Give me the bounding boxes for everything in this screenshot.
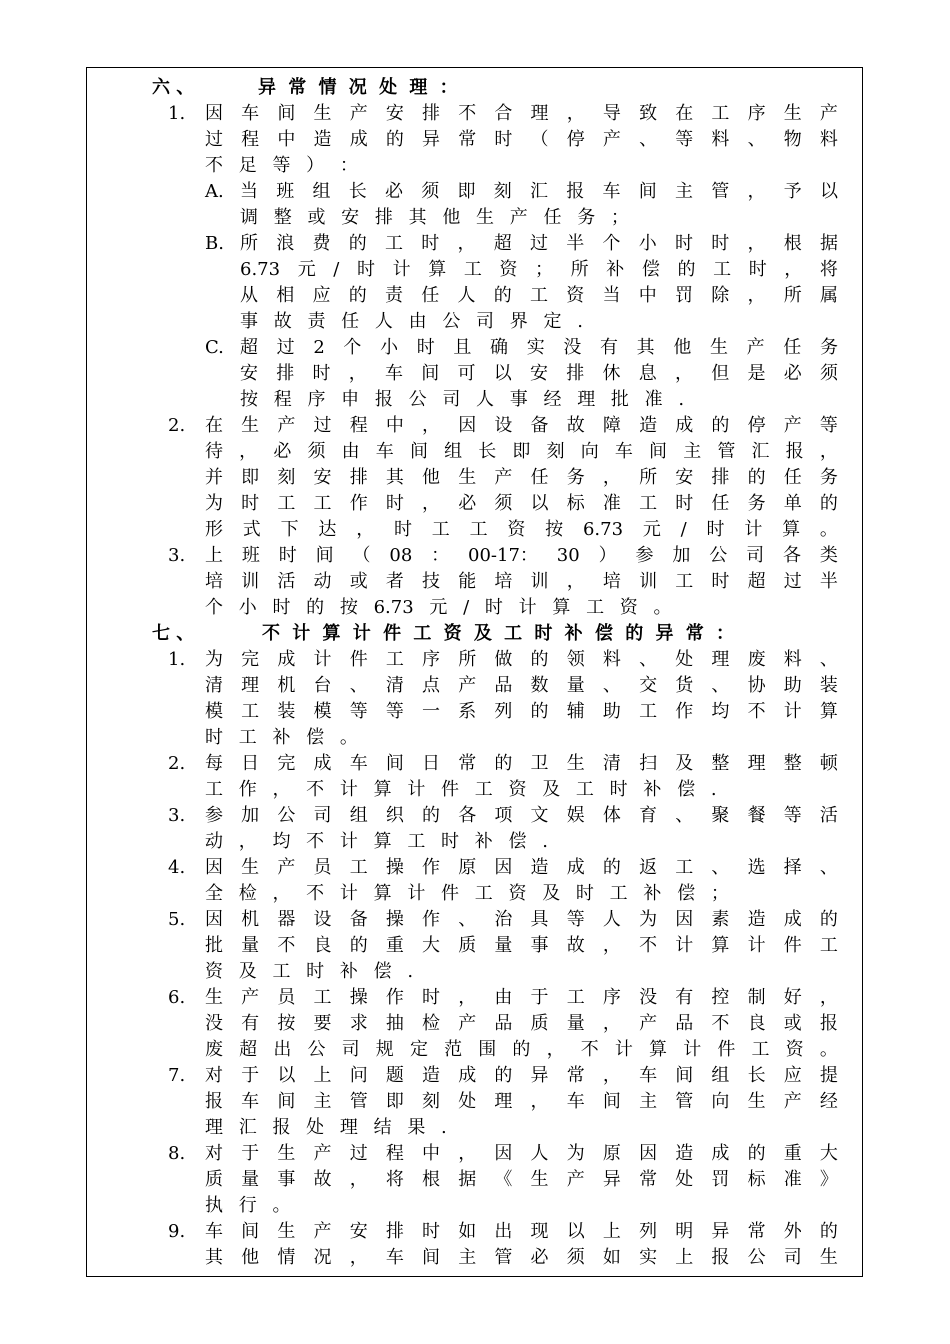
section6-item-1-line: 过 程 中 造 成 的 异 常 时 （ 停 产 、 等 料 、 物 料 (205, 129, 838, 150)
section6-title: 异 常 情 况 处 理 ： (258, 77, 458, 98)
section7-title: 不 计 算 计 件 工 资 及 工 时 补 偿 的 异 常 ： (262, 623, 734, 644)
section7-item-8-line: 质 量 事 故 ， 将 根 据 《 生 产 异 常 处 罚 标 准 》 (205, 1169, 838, 1190)
section7-number: 七 、 (152, 623, 195, 644)
section6-item-5-number: 2. (168, 415, 186, 436)
section6-item-6-number: 3. (168, 545, 186, 566)
section7-item-6-line: 废 超 出 公 司 规 定 范 围 的 ， 不 计 算 计 件 工 资 。 (205, 1039, 838, 1060)
section6-item-6-line: 个 小 时 的 按 6.73 元 / 时 计 算 工 资 。 (205, 597, 672, 618)
section7-item-7-line: 对 于 以 上 问 题 造 成 的 异 常 ， 车 间 组 长 应 提 (205, 1065, 838, 1086)
section6-item-3-line: 从 相 应 的 责 任 人 的 工 资 当 中 罚 除 ， 所 属 (240, 285, 838, 306)
section6-item-5-line: 并 即 刻 安 排 其 他 生 产 任 务 ， 所 安 排 的 任 务 (205, 467, 838, 488)
section6-item-5-line: 待 ， 必 须 由 车 间 组 长 即 刻 向 车 间 主 管 汇 报 ， (205, 441, 838, 462)
section7-item-7-line: 报 车 间 主 管 即 刻 处 理 ， 车 间 主 管 向 生 产 经 (205, 1091, 838, 1112)
section7-item-2-number: 2. (168, 753, 186, 774)
section6-item-5-line: 形 式 下 达 ， 时 工 工 资 按 6.73 元 / 时 计 算 。 (205, 519, 838, 540)
section6-item-2-line: 调 整 或 安 排 其 他 生 产 任 务 ； (240, 207, 629, 228)
section6-item-5-line: 在 生 产 过 程 中 ， 因 设 备 故 障 造 成 的 停 产 等 (205, 415, 838, 436)
section7-item-3-line: 参 加 公 司 组 织 的 各 项 文 娱 体 育 、 聚 餐 等 活 (205, 805, 838, 826)
section6-item-4-number: C. (205, 337, 224, 358)
section7-item-5-number: 5. (168, 909, 186, 930)
section7-item-8-number: 8. (168, 1143, 186, 1164)
section7-item-9-line: 其 他 情 况 ， 车 间 主 管 必 须 如 实 上 报 公 司 生 (205, 1247, 838, 1268)
section7-item-6-number: 6. (168, 987, 186, 1008)
section6-item-4-line: 超 过 2 个 小 时 且 确 实 没 有 其 他 生 产 任 务 (240, 337, 838, 358)
section6-item-6-line: 培 训 活 动 或 者 技 能 培 训 ， 培 训 工 时 超 过 半 (205, 571, 838, 592)
section6-item-6-line: 上 班 时 间 （ 08 ： 00-17： 30 ） 参 加 公 司 各 类 (205, 545, 838, 566)
section6-item-1-line: 不 足 等 ） ： (205, 155, 358, 176)
section6-item-5-line: 为 时 工 工 作 时 ， 必 须 以 标 准 工 时 任 务 单 的 (205, 493, 838, 514)
section7-item-4-line: 因 生 产 员 工 操 作 原 因 造 成 的 返 工 、 选 择 、 (205, 857, 838, 878)
section6-item-3-line: 事 故 责 任 人 由 公 司 界 定 . (240, 311, 583, 332)
section7-item-1-line: 时 工 补 偿 。 (205, 727, 358, 748)
section7-item-4-number: 4. (168, 857, 186, 878)
section6-item-2-number: A. (205, 181, 224, 202)
section7-item-8-line: 对 于 生 产 过 程 中 ， 因 人 为 原 因 造 成 的 重 大 (205, 1143, 838, 1164)
section6-item-4-line: 按 程 序 申 报 公 司 人 事 经 理 批 准 . (240, 389, 685, 410)
section7-item-9-line: 车 间 生 产 安 排 时 如 出 现 以 上 列 明 异 常 外 的 (205, 1221, 838, 1242)
section6-item-3-line: 6.73 元 / 时 计 算 工 资 ； 所 补 偿 的 工 时 ， 将 (240, 259, 838, 280)
section6-item-2-line: 当 班 组 长 必 须 即 刻 汇 报 车 间 主 管 ， 予 以 (240, 181, 838, 202)
section7-item-1-line: 模 工 装 模 等 等 一 系 列 的 辅 助 工 作 均 不 计 算 (205, 701, 838, 722)
section7-item-3-number: 3. (168, 805, 186, 826)
section7-item-2-line: 工 作 ， 不 计 算 计 件 工 资 及 工 时 补 偿 . (205, 779, 717, 800)
section7-item-2-line: 每 日 完 成 车 间 日 常 的 卫 生 清 扫 及 整 理 整 顿 (205, 753, 838, 774)
section7-item-5-line: 批 量 不 良 的 重 大 质 量 事 故 ， 不 计 算 计 件 工 (205, 935, 838, 956)
section7-item-6-line: 生 产 员 工 操 作 时 ， 由 于 工 序 没 有 控 制 好 ， (205, 987, 838, 1008)
section7-item-5-line: 资 及 工 时 补 偿 . (205, 961, 414, 982)
section7-item-7-number: 7. (168, 1065, 186, 1086)
section6-item-3-line: 所 浪 费 的 工 时 ， 超 过 半 个 小 时 时 ， 根 据 (240, 233, 838, 254)
section7-item-6-line: 没 有 按 要 求 抽 检 产 品 质 量 ， 产 品 不 良 或 报 (205, 1013, 838, 1034)
section6-item-1-number: 1. (168, 103, 186, 124)
section7-item-7-line: 理 汇 报 处 理 结 果 . (205, 1117, 447, 1138)
section6-item-1-line: 因 车 间 生 产 安 排 不 合 理 ， 导 致 在 工 序 生 产 (205, 103, 838, 124)
section6-item-3-number: B. (205, 233, 224, 254)
section7-item-1-line: 为 完 成 计 件 工 序 所 做 的 领 料 、 处 理 废 料 、 (205, 649, 838, 670)
section6-number: 六 、 (152, 77, 195, 98)
section7-item-1-line: 清 理 机 台 、 清 点 产 品 数 量 、 交 货 、 协 助 装 (205, 675, 838, 696)
section7-item-4-line: 全 检 ， 不 计 算 计 件 工 资 及 时 工 补 偿 ； (205, 883, 729, 904)
section7-item-9-number: 9. (168, 1221, 186, 1242)
section6-item-4-line: 安 排 时 ， 车 间 可 以 安 排 休 息 ， 但 是 必 须 (240, 363, 838, 384)
section7-item-3-line: 动 ， 均 不 计 算 工 时 补 偿 . (205, 831, 548, 852)
section7-item-5-line: 因 机 器 设 备 操 作 、 治 具 等 人 为 因 素 造 成 的 (205, 909, 838, 930)
section7-item-8-line: 执 行 。 (205, 1195, 291, 1216)
section7-item-1-number: 1. (168, 649, 186, 670)
